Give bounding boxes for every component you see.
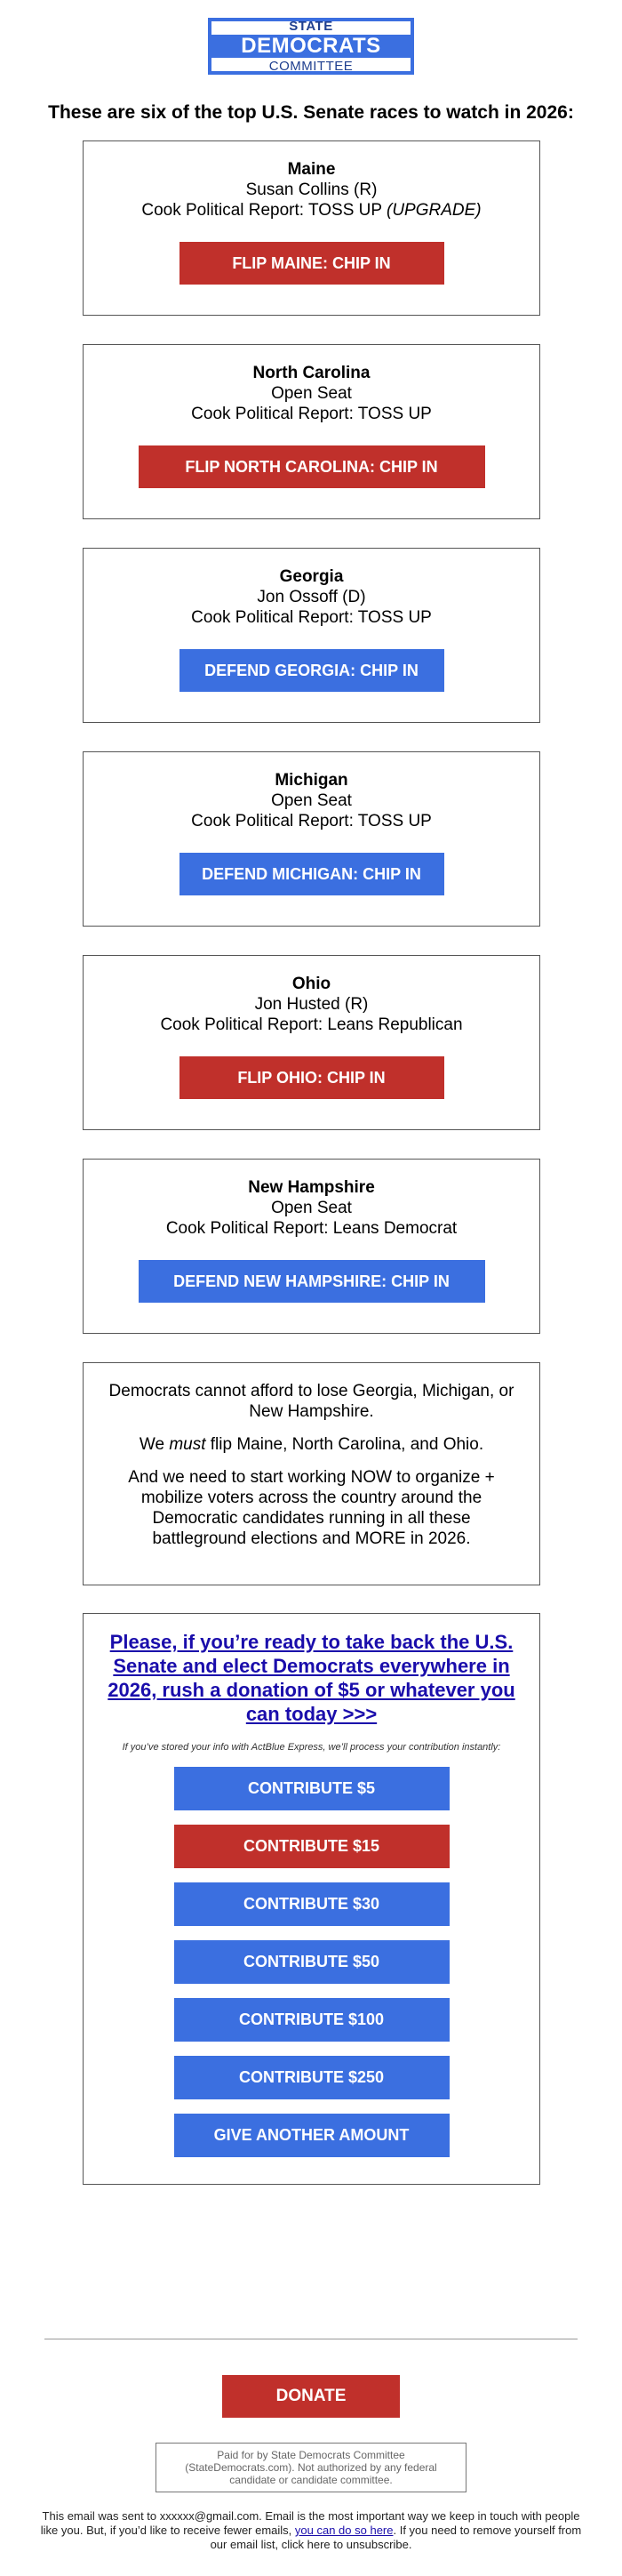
race-rating: Cook Political Report: Leans Democrat — [165, 1219, 458, 1238]
flip-ohio-button[interactable]: FLIP OHIO: CHIP IN — [179, 1056, 444, 1099]
race-rating: Cook Political Report: TOSS UP — [191, 812, 432, 831]
narrative-paragraph-1: Democrats cannot afford to lose Georgia, Michigan, or New Hampshire. — [108, 1382, 514, 1421]
contribute-50-button[interactable]: CONTRIBUTE $50 — [174, 1940, 450, 1984]
race-rating — [84, 200, 539, 221]
page-headline: These are six of the top U.S. Senate races to watch in 2026: — [48, 102, 574, 123]
race-candidate: Open Seat — [271, 1199, 352, 1217]
narrative-paragraph-3: And we need to start working NOW to organize + mobilize voters across the country around the Democratic candidates running in all these battleground elections and MORE in 2026. — [128, 1468, 495, 1548]
race-card-maine — [83, 140, 540, 316]
narrative-emphasis: must — [169, 1435, 206, 1454]
logo-text-democrats: DEMOCRATS — [211, 35, 411, 58]
race-card-north-carolina — [83, 344, 540, 519]
footer-text-end: . If you need to remove yourself from our email list, click here to unsubscribe. — [210, 2524, 582, 2551]
race-state-name: Maine — [287, 160, 336, 179]
race-state-name: North Carolina — [252, 364, 371, 382]
contribute-100-button[interactable]: CONTRIBUTE $100 — [174, 1998, 450, 2042]
race-state-name: Michigan — [275, 771, 348, 790]
race-state-name: New Hampshire — [248, 1178, 375, 1197]
defend-new-hampshire-button[interactable]: DEFEND NEW HAMPSHIRE: CHIP IN — [139, 1260, 485, 1303]
contribute-5-button[interactable]: CONTRIBUTE $5 — [174, 1767, 450, 1810]
donation-appeal-link[interactable]: Please, if you’re ready to take back the U.S. Senate and elect Democrats everywhere in 2026, rush a donation of $5 or whatever you can today >>> — [108, 1631, 515, 1725]
race-rating-note: (UPGRADE) — [387, 201, 482, 220]
narrative-paragraph-2: We must flip Maine, North Carolina, and Ohio. — [139, 1435, 484, 1454]
donate-button[interactable]: DONATE — [222, 2375, 400, 2418]
race-rating: Cook Political Report: TOSS UP — [191, 608, 432, 627]
race-rating-text: Cook Political Report: TOSS UP — [141, 201, 387, 220]
actblue-express-note: If you’ve stored your info with ActBlue Express, we’ll process your contribution instantly: — [122, 1742, 501, 1753]
flip-north-carolina-button[interactable]: FLIP NORTH CAROLINA: CHIP IN — [139, 445, 485, 488]
race-card-new-hampshire — [83, 1159, 540, 1334]
race-rating: Cook Political Report: TOSS UP — [191, 405, 432, 423]
race-card-georgia — [83, 548, 540, 723]
contribute-30-button[interactable]: CONTRIBUTE $30 — [174, 1882, 450, 1926]
defend-michigan-button[interactable]: DEFEND MICHIGAN: CHIP IN — [179, 853, 444, 895]
race-candidate: Susan Collins (R) — [245, 181, 378, 199]
contribute-250-button[interactable]: CONTRIBUTE $250 — [174, 2056, 450, 2099]
logo-text-committee: COMMITTEE — [268, 59, 354, 74]
race-candidate: Jon Husted (R) — [254, 995, 369, 1014]
paid-for-disclaimer: Paid for by State Democrats Committee (StateDemocrats.com). Not authorized by any federal candidate or candidate committee. — [156, 2443, 466, 2492]
race-candidate: Jon Ossoff (D) — [257, 588, 366, 606]
contribute-box — [83, 1613, 540, 2185]
race-state-name: Georgia — [279, 567, 344, 586]
race-card-ohio — [83, 955, 540, 1130]
race-state-name: Ohio — [291, 975, 331, 993]
email-footer — [36, 2509, 586, 2552]
flip-maine-button[interactable]: FLIP MAINE: CHIP IN — [179, 242, 444, 285]
narrative-box — [83, 1362, 540, 1585]
fewer-emails-link[interactable]: you can do so here — [294, 2524, 394, 2537]
race-rating: Cook Political Report: Leans Republican — [160, 1015, 463, 1034]
give-another-amount-button[interactable]: GIVE ANOTHER AMOUNT — [174, 2114, 450, 2157]
race-card-michigan — [83, 751, 540, 927]
race-candidate: Open Seat — [271, 791, 352, 810]
logo-text-state: STATE — [289, 19, 333, 34]
state-democrats-logo — [208, 18, 414, 75]
defend-georgia-button[interactable]: DEFEND GEORGIA: CHIP IN — [179, 649, 444, 692]
footer-text: This email was sent to xxxxxx@gmail.com. Email is the most important way we keep in touch with people like you. But, if you’d like to receive fewer emails, — [40, 2509, 580, 2537]
race-candidate: Open Seat — [271, 384, 352, 403]
contribute-15-button[interactable]: CONTRIBUTE $15 — [174, 1825, 450, 1868]
